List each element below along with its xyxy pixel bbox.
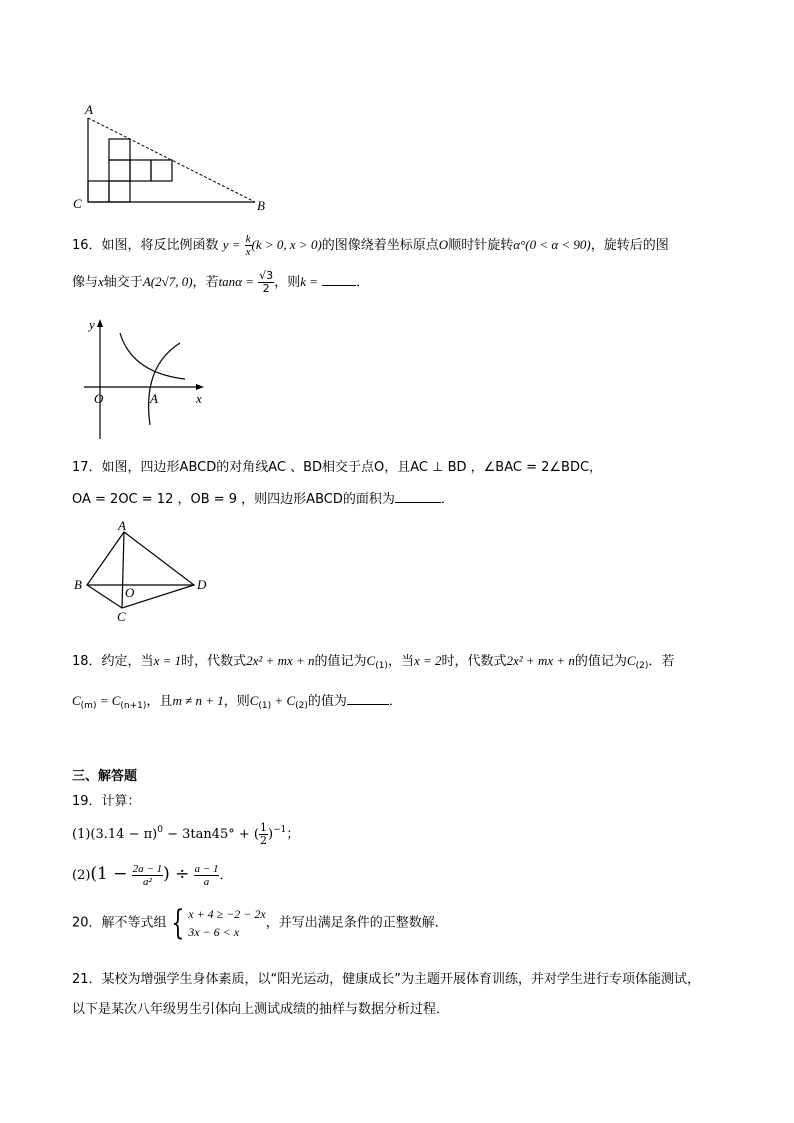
- q17-number: 17．: [72, 460, 102, 475]
- q18-answer-blank[interactable]: [347, 692, 389, 705]
- square-grid: [88, 139, 172, 202]
- q16-line2: 像与x轴交于A(2√7, 0)，若tanα = $\frac{√3}{2}$ ，则k = ．: [72, 269, 370, 295]
- figure-quadrilateral: [72, 520, 217, 625]
- label-o: O: [125, 585, 135, 600]
- q19-title: 19．计算：: [72, 794, 141, 809]
- q19-fraction-a: $\frac{2a - 1}{\text{a²}}$: [132, 863, 163, 888]
- label-d: D: [197, 577, 207, 592]
- label-a: A: [85, 102, 93, 117]
- label-y: y: [89, 317, 95, 332]
- q21-number: 21．: [72, 972, 102, 987]
- q16-answer-blank[interactable]: [322, 273, 356, 286]
- q17-answer-blank[interactable]: [395, 490, 441, 503]
- hyperbola-curve: [120, 333, 185, 379]
- q20-number: 20．: [72, 915, 102, 931]
- y-axis-arrow: [97, 319, 103, 327]
- label-o: O: [94, 391, 104, 406]
- x-axis-arrow: [196, 384, 204, 390]
- q19-half-fraction: $\frac{1}{2}$: [260, 821, 267, 847]
- q18-line1: 18．约定，当x = 1时，代数式2x² + mx + n的值记为$C_{(1)}$，当x = 2时，代数式2x² + mx + n的值记为$C_{(2)}$．若: [72, 653, 675, 671]
- q16-fraction: $\frac{k}{x}$: [245, 233, 251, 258]
- q18-number: 18．: [72, 654, 102, 669]
- q19-fraction-b: $\frac{a - 1}{a}$: [194, 863, 219, 888]
- q19-number: 19．: [72, 794, 102, 809]
- inequality-system: x + 4 ≥ −2 − 2x 3x − 6 < x: [188, 907, 266, 939]
- q18-line2: $C_{(m)} = C_{(n+1)}$，且m ≠ n + 1，则$C_{(1)} + C_{(2)}$的值为 ．: [72, 693, 402, 711]
- q17-line2: OA = 2OC = 12 ，OB = 9 ，则四边形ABCD的面积为 ．: [72, 492, 454, 507]
- q16-tan-fraction: $\frac{√3}{2}$: [259, 269, 274, 295]
- label-x: x: [196, 391, 202, 406]
- label-a: A: [150, 391, 158, 406]
- q16-line1: 16．如图，将反比例函数 y = $\frac{k}{x}$ (k > 0, x > 0)的图像绕着坐标原点O顺时针旋转α°(0 < α < 90)，旋转后的图: [72, 233, 669, 258]
- q19-part2: (2)(1 − $\frac{2a - 1}{\text{a²}}$ ) ÷ $\frac{a - 1}{a}$ ．: [72, 863, 233, 888]
- figure-hyperbola-axes: [80, 315, 210, 443]
- q16-number: 16．: [72, 238, 102, 253]
- q20-line: 20．解不等式组 { x + 4 ≥ −2 − 2x 3x − 6 < x ，并写出满足条件的正整数解．: [72, 903, 448, 943]
- diagonal-ac: [122, 532, 124, 608]
- q21-line2: 以下是某次八年级男生引体向上测试成绩的抽样与数据分析过程．: [72, 1002, 450, 1017]
- label-b: B: [74, 577, 82, 592]
- q19-part1: $(1)(3.14 - \pi)^0 - 3\tan 45^\circ$ + ( $\frac{1}{2}$ )$^{-1}$；: [72, 821, 300, 847]
- q17-line1: 17．如图，四边形ABCD的对角线AC 、BD相交于点O，且AC ⊥ BD ，∠BAC = 2∠BDC，: [72, 460, 603, 475]
- label-a: A: [118, 520, 126, 533]
- system-brace-icon: {: [170, 903, 184, 943]
- label-c: C: [117, 609, 126, 624]
- q21-line1: 21．某校为增强学生身体素质，以“阳光运动，健康成长”为主题开展体育训练，并对学生进行专项体能测试，: [72, 972, 701, 987]
- rotated-curve: [149, 343, 180, 425]
- figure-grid-triangle: [70, 100, 270, 215]
- section-heading: 三、解答题: [72, 769, 138, 784]
- label-c: C: [73, 196, 82, 211]
- quadrilateral-abcd: [87, 532, 194, 608]
- label-b: B: [257, 198, 265, 213]
